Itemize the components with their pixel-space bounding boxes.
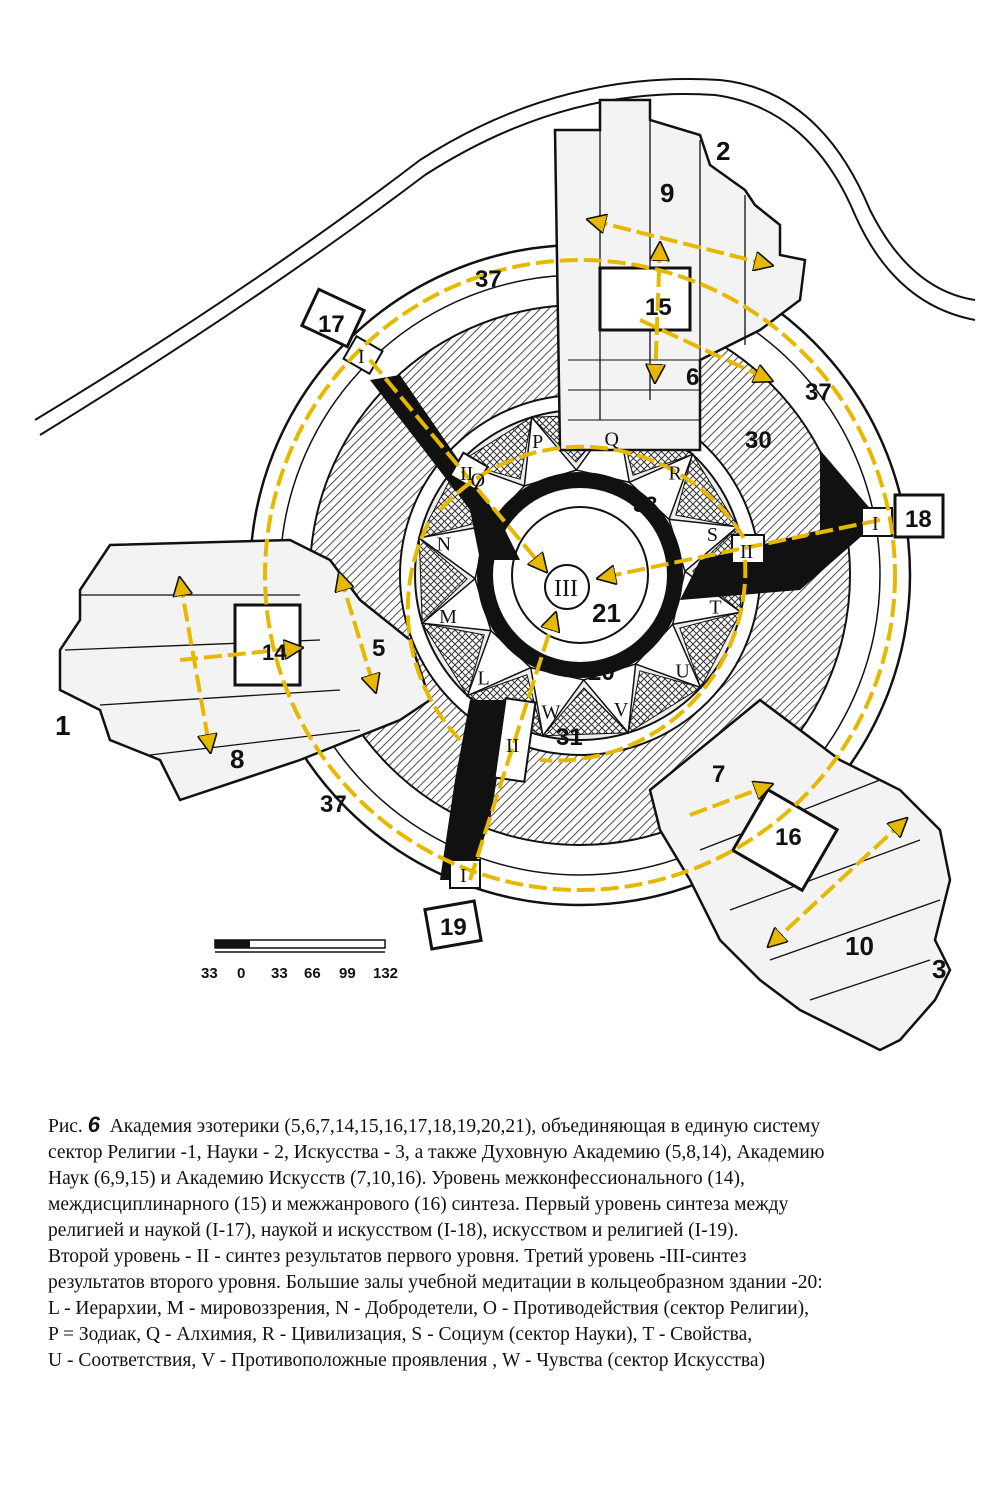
caption-line-4: междисциплинарного (15) и межжанрового (16) синтеза. Первый уровень синтеза между	[48, 1194, 789, 1215]
label-III: III	[554, 576, 578, 602]
label-6: 6	[686, 364, 700, 391]
label-II-right: II	[740, 541, 754, 563]
label-20: 20	[588, 659, 615, 686]
label-37-right: 37	[805, 379, 832, 406]
label-9: 9	[660, 178, 675, 208]
caption-line-10: U - Соответствия, V - Противоположные проявления , W - Чувства (сектор Искусства)	[48, 1350, 766, 1371]
label-16: 16	[775, 824, 802, 851]
ring-letter-o: O	[470, 469, 486, 492]
label-10: 10	[845, 931, 874, 961]
label-37-left: 37	[320, 791, 347, 818]
ring-letter-m: M	[439, 605, 457, 628]
ring-letter-l: L	[477, 667, 490, 690]
label-sector-2: 2	[716, 136, 731, 166]
caption-line-5: религией и наукой (I-17), наукой и искусством (I-18), искусством и религией (I-19).	[48, 1220, 739, 1241]
caption-line-7: результатов второго уровня. Большие залы учебной медитации в кольцеобразном здании -20:	[48, 1272, 823, 1293]
label-21: 21	[592, 598, 621, 628]
scale-label: 132	[373, 965, 399, 982]
caption-line-1	[48, 1112, 968, 1140]
ring-letter-r: R	[668, 462, 682, 485]
label-I-right: I	[872, 513, 879, 535]
scale-label: 33	[271, 965, 288, 982]
caption-line-8: L - Иерархии, М - мировоззрения, N - Добродетели, O - Противодействия (сектор Религии),	[48, 1298, 810, 1319]
caption-line-9: P = Зодиак, Q - Алхимия, R - Цивилизация, S - Социум (сектор Науки), T - Свойства,	[48, 1324, 753, 1345]
label-sector-3: 3	[932, 954, 947, 984]
label-sector-1: 1	[55, 710, 71, 741]
label-II-bottom: II	[506, 735, 520, 757]
label-19: 19	[440, 914, 467, 941]
scale-label: 66	[304, 965, 321, 982]
ring-letter-t: T	[709, 596, 722, 619]
scale-bar	[215, 940, 385, 952]
ring-letter-n: N	[436, 533, 452, 556]
ring-letter-u: U	[675, 660, 690, 683]
label-II-top: II	[460, 463, 474, 485]
ring-letter-p: P	[532, 431, 544, 454]
label-17: 17	[318, 311, 345, 338]
label-I-bottom: I	[460, 865, 467, 887]
label-14: 14	[262, 640, 287, 665]
scale-label: 99	[339, 965, 356, 982]
caption-text-1: Академия эзотерики (5,6,7,14,15,16,17,18,19,20,21), объединяющая в единую систему	[109, 1116, 821, 1137]
label-35: 35	[806, 530, 831, 555]
ring-letter-s: S	[706, 524, 719, 547]
label-5: 5	[372, 635, 386, 662]
scale-label: 0	[237, 965, 246, 982]
label-31: 31	[556, 724, 583, 751]
wing-art	[650, 700, 950, 1050]
label-8: 8	[230, 744, 245, 774]
label-30: 30	[745, 427, 772, 454]
scale-labels	[201, 965, 398, 982]
label-15: 15	[645, 294, 672, 321]
caption-fig-prefix: Рис.	[48, 1116, 83, 1137]
ring-letter-v: V	[613, 698, 629, 721]
caption-fig-number: 6	[87, 1112, 100, 1137]
figure-caption	[48, 1112, 968, 1374]
label-I-top: I	[358, 346, 365, 368]
caption-line-6: Второй уровень - II - синтез результатов первого уровня. Третий уровень -III-синтез	[48, 1246, 747, 1267]
label-37-top: 37	[475, 266, 502, 293]
caption-line-2: сектор Религии -1, Науки - 2, Искусства - 3, а также Духовную Академию (5,8,14), Академию	[48, 1142, 825, 1163]
label-33: 33	[633, 492, 658, 517]
ring-letter-w: W	[541, 701, 561, 724]
caption-line-3: Наук (6,9,15) и Академию Искусств (7,10,16). Уровень межконфессионального (14),	[48, 1168, 745, 1189]
label-18: 18	[905, 506, 932, 533]
label-7: 7	[712, 761, 726, 788]
ring-letter-q: Q	[604, 428, 619, 451]
scale-label: 33	[201, 965, 218, 982]
